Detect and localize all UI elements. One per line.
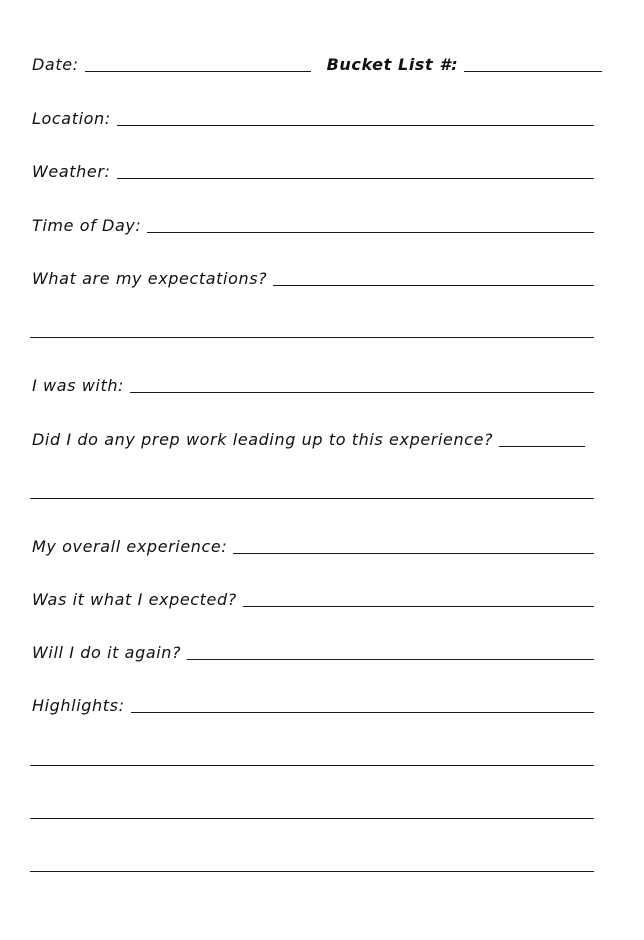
location-label: Location:: [32, 109, 111, 128]
prep-continuation-line[interactable]: [30, 498, 594, 499]
highlights-line-3[interactable]: [30, 871, 594, 872]
expected-label: Was it what I expected?: [32, 590, 237, 609]
location-field[interactable]: [117, 124, 594, 126]
expectations-continuation-line[interactable]: [30, 337, 594, 338]
prep-row: [32, 425, 594, 449]
time-of-day-label: Time of Day:: [32, 216, 142, 235]
expectations-row: [32, 264, 594, 288]
with-row: [32, 371, 594, 395]
overall-field[interactable]: [233, 552, 594, 554]
date-row: [32, 50, 594, 74]
bucket-list-field[interactable]: [464, 70, 602, 72]
weather-label: Weather:: [32, 162, 111, 181]
highlights-line-1[interactable]: [30, 765, 594, 766]
highlights-field[interactable]: [131, 711, 594, 713]
overall-label: My overall experience:: [32, 537, 228, 556]
prep-label: Did I do any prep work leading up to this experience?: [32, 430, 494, 449]
location-row: [32, 104, 594, 128]
expectations-label: What are my expectations?: [32, 269, 268, 288]
again-label: Will I do it again?: [32, 643, 182, 662]
highlights-label: Highlights:: [32, 696, 125, 715]
overall-row: [32, 532, 594, 556]
again-field[interactable]: [187, 658, 594, 660]
weather-field[interactable]: [117, 177, 595, 179]
expected-field[interactable]: [243, 605, 594, 607]
weather-row: [32, 157, 594, 181]
with-field[interactable]: [130, 391, 594, 393]
highlights-row: [32, 691, 594, 715]
date-label: Date:: [32, 55, 79, 74]
date-field[interactable]: [85, 70, 311, 72]
expectations-field[interactable]: [273, 284, 594, 286]
again-row: [32, 638, 594, 662]
bucket-list-label: Bucket List #:: [326, 55, 459, 74]
time-of-day-field[interactable]: [147, 231, 594, 233]
with-label: I was with:: [32, 376, 125, 395]
highlights-line-2[interactable]: [30, 818, 594, 819]
prep-field[interactable]: [499, 445, 585, 447]
expected-row: [32, 585, 594, 609]
time-of-day-row: [32, 211, 594, 235]
